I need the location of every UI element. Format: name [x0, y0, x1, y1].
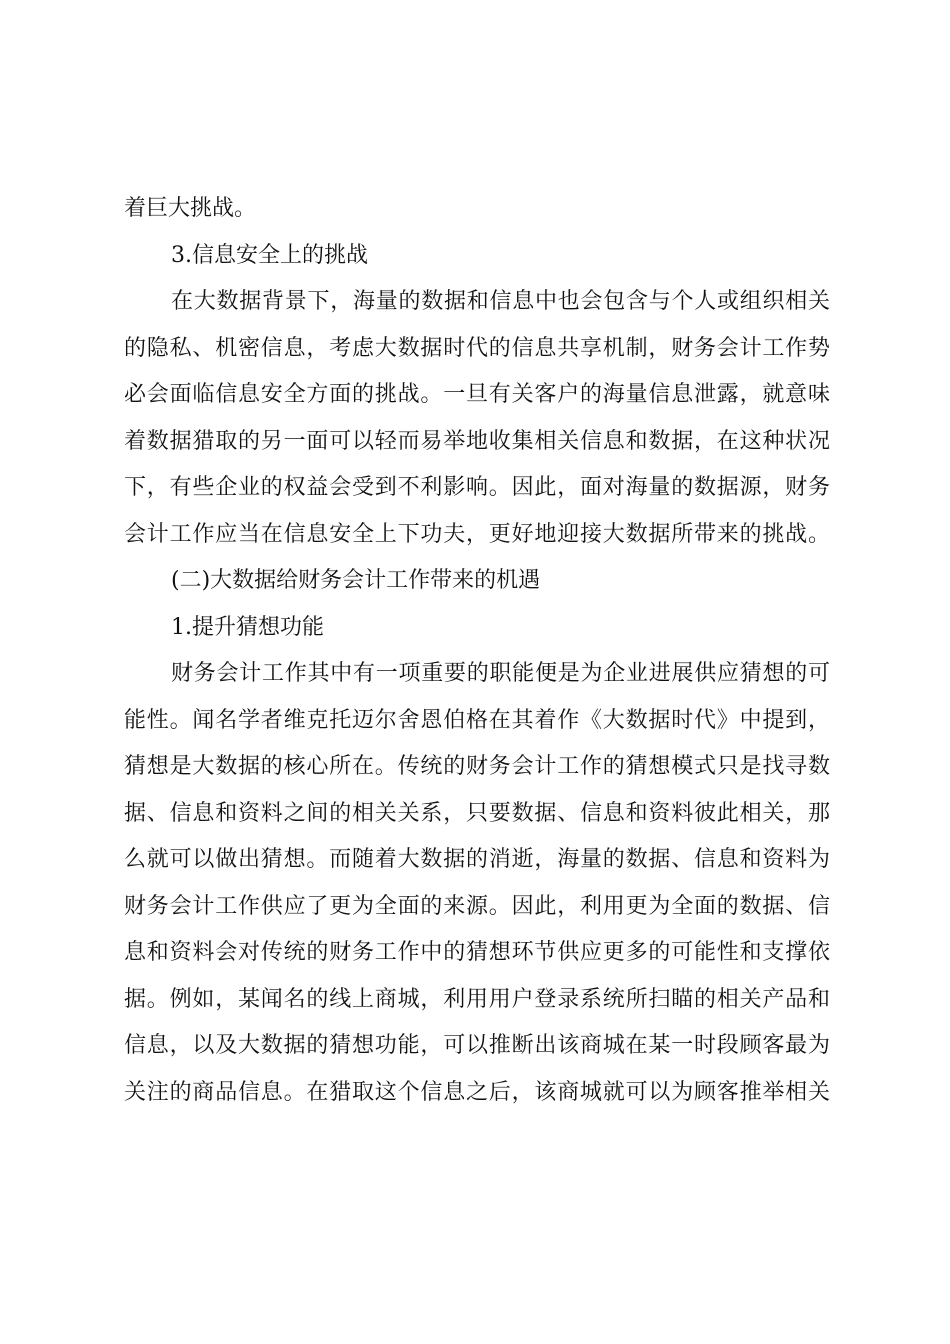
text-line: 在大数据背景下，海量的数据和信息中也会包含与个人或组织相关 — [171, 289, 830, 314]
section-heading: 3.信息安全上的挑战 — [171, 242, 368, 268]
text-line: 着巨大挑战。 — [124, 196, 257, 221]
text-line: 么就可以做出猜想。而随着大数据的消逝，海量的数据、信息和资料为 — [124, 847, 830, 872]
text-line: 信息，以及大数据的猜想功能，可以推断出该商城在某一时段顾客最为 — [124, 1033, 830, 1058]
text-line: 据、信息和资料之间的相关关系，只要数据、信息和资料彼此相关，那 — [124, 800, 830, 826]
text-line: 的隐私、机密信息，考虑大数据时代的信息共享机制，财务会计工作势 — [124, 335, 830, 361]
section-heading: (二)大数据给财务会计工作带来的机遇 — [171, 568, 541, 593]
text-line: 财务会计工作供应了更为全面的来源。因此，利用更为全面的数据、信 — [124, 893, 830, 919]
text-line: 会计工作应当在信息安全上下功夫，更好地迎接大数据所带来的挑战。 — [124, 521, 830, 547]
text-line: 下，有些企业的权益会受到不利影响。因此，面对海量的数据源，财务 — [124, 475, 830, 500]
section-heading: 1.提升猜想功能 — [171, 614, 324, 640]
text-line: 据。例如，某闻名的线上商城，利用用户登录系统所扫瞄的相关产品和 — [124, 986, 830, 1012]
text-line: 能性。闻名学者维克托迈尔舍恩伯格在其着作《大数据时代》中提到， — [124, 707, 830, 733]
document-body — [124, 186, 830, 1116]
text-line: 着数据猎取的另一面可以轻而易举地收集相关信息和数据，在这种状况 — [124, 428, 830, 454]
text-line: 息和资料会对传统的财务工作中的猜想环节供应更多的可能性和支撑依 — [124, 940, 830, 965]
text-line: 财务会计工作其中有一项重要的职能便是为企业进展供应猜想的可 — [171, 661, 830, 686]
text-line: 猜想是大数据的核心所在。传统的财务会计工作的猜想模式只是找寻数 — [124, 754, 830, 779]
text-line: 必会面临信息安全方面的挑战。一旦有关客户的海量信息泄露，就意味 — [124, 382, 830, 407]
text-line: 关注的商品信息。在猎取这个信息之后，该商城就可以为顾客推举相关 — [124, 1079, 830, 1105]
